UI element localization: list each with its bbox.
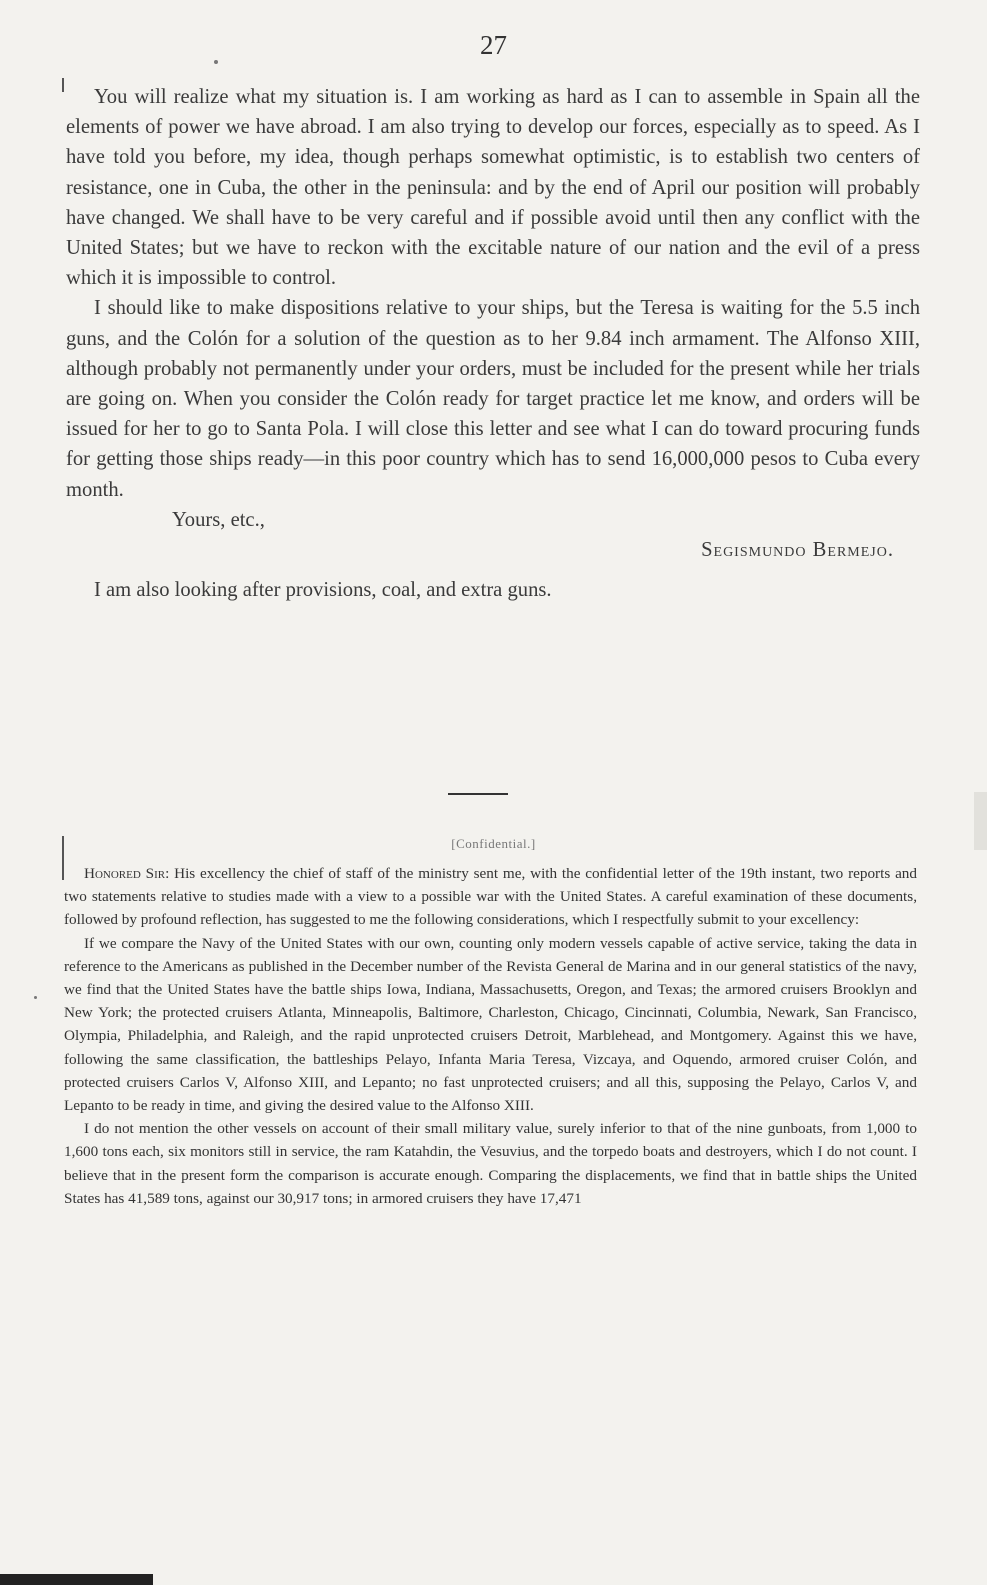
letter-body bbox=[66, 82, 920, 605]
report-paragraph: I do not mention the other vessels on account of their small military value, surely inferior to that of the nine gunboats, from 1,000 to 1,600 tons each, six monitors still in service, the ram Katahdin, the Vesuvius, and the torpedo boats and destroyers, which I do not count. I believe that in the present form the comparison is accurate enough. Comparing the displacements, we find that in battle ships the United States has 41,589 tons, against our 30,917 tons; in armored cruisers they have 17,471 bbox=[64, 1120, 917, 1207]
scan-speck bbox=[214, 60, 218, 64]
report-paragraph bbox=[64, 862, 917, 932]
page-number: 27 bbox=[480, 30, 507, 60]
confidential-heading: [Confidential.] bbox=[451, 836, 536, 851]
report-paragraph-text: His excellency the chief of staff of the ministry sent me, with the confidential letter of the 19th instant, two reports and two statements relative to studies made with a view to a possible war with the United States. A careful examination of these documents, followed by profound reflection, has suggested to me the following considerations, which I respectfully submit to your excellency: bbox=[64, 865, 917, 929]
letter-signature: Segismundo Bermejo. bbox=[701, 539, 894, 562]
scan-footer-strip bbox=[0, 1574, 153, 1585]
scan-speck bbox=[34, 996, 37, 999]
salutation: Honored Sir: bbox=[84, 865, 170, 882]
letter-postscript: I am also looking after provisions, coal, and extra guns. bbox=[94, 579, 552, 602]
report-body bbox=[64, 862, 917, 1210]
letter-paragraph: I should like to make dispositions relative to your ships, but the Teresa is waiting for the 5.5 inch guns, and the Colón for a solution of the question as to her 9.84 inch armament. The Alfonso XIII, although probably not permanently under your orders, must be included for the present while her trials are going on. When you consider the Colón ready for target practice let me know, and orders will be issued for her to go to Santa Pola. I will close this letter and see what I can do toward procuring funds for getting those ships ready—in this poor country which has to send 16,000,000 pesos to Cuba every month. bbox=[66, 297, 920, 501]
letter-closing: Yours, etc., bbox=[172, 508, 265, 531]
letter-paragraph: You will realize what my situation is. I am working as hard as I can to assemble in Spain all the elements of power we have abroad. I am also trying to develop our forces, especially as to speed. As I have told you before, my idea, though perhaps somewhat optimistic, is to establish two centers of resistance, one in Cuba, the other in the peninsula: and by the end of April our position will probably have changed. We shall have to be very careful and if possible avoid until then any conflict with the United States; but we have to reckon with the excitable nature of our nation and the evil of a press which it is impossible to control. bbox=[66, 86, 920, 290]
section-divider bbox=[448, 793, 508, 795]
report-paragraph: If we compare the Navy of the United States with our own, counting only modern vessels capable of active service, taking the data in reference to the Americans as published in the December number of the Revista General de Marina and in our general statistics of the navy, we find that the United States have the battle ships Iowa, Indiana, Massachusetts, Oregon, and Texas; the armored cruisers Brooklyn and New York; the protected cruisers Atlanta, Minneapolis, Baltimore, Charleston, Chicago, Cincinnati, Columbia, Newark, San Francisco, Olympia, Philadelphia, and Raleigh, and the rapid unprotected cruisers Detroit, Marblehead, and Montgomery. Against this we have, following the same classification, the battleships Pelayo, Infanta Maria Teresa, Vizcaya, and Oquendo, armored cruiser Colón, and protected cruisers Carlos V, Alfonso XIII, and Lepanto; no fast unprotected cruisers; and all this, supposing the Pelayo, Carlos V, and Lepanto to be ready in time, and giving the desired value to the Alfonso XIII. bbox=[64, 934, 917, 1115]
scan-edge-shadow bbox=[974, 792, 987, 850]
